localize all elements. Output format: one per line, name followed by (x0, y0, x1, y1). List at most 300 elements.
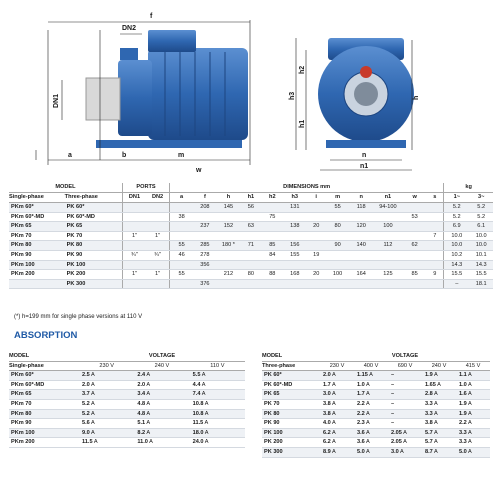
table-row (9, 222, 493, 232)
value-cell (403, 203, 427, 213)
current-value: 2.0 (82, 381, 90, 388)
current-cell (354, 399, 388, 409)
current-cell (320, 399, 354, 409)
current-value: 4.8 (137, 400, 146, 407)
value-cell (262, 222, 283, 232)
value-cell (349, 260, 373, 270)
current-value: 1.9 (459, 410, 467, 417)
current-unit: A (366, 410, 370, 417)
model-cell: PKm 60* (9, 371, 79, 381)
value-cell: 20 (307, 222, 326, 232)
current-value: 3.6 (357, 439, 365, 446)
current-unit: A (434, 372, 438, 379)
value-cell (373, 260, 403, 270)
model-cell: PK 80 (65, 241, 123, 251)
value-cell (326, 260, 350, 270)
model-cell: PK 300 (262, 447, 320, 457)
dim-label-m: m (178, 152, 185, 159)
current-cell (320, 371, 354, 381)
header-kg: kg (444, 183, 493, 193)
current-unit: A (366, 429, 370, 436)
model-cell: PK 60* (65, 203, 123, 213)
model-cell: PKm 90 (9, 250, 65, 260)
value-cell: 156 (283, 241, 307, 251)
value-cell (217, 279, 241, 289)
current-unit: A (332, 429, 336, 436)
current-cell (190, 399, 245, 409)
current-value: 18.0 (192, 429, 204, 436)
value-cell: 63 (240, 222, 261, 232)
current-value: 5.0 (459, 448, 467, 455)
current-value: – (391, 372, 395, 379)
current-value: 4.8 (137, 410, 146, 417)
value-cell: 138 (283, 222, 307, 232)
current-value: 1.0 (459, 381, 467, 388)
current-value: 5.0 (357, 448, 365, 455)
value-cell: 285 (193, 241, 217, 251)
current-cell (422, 371, 456, 381)
current-cell (79, 428, 134, 438)
current-cell (422, 390, 456, 400)
model-cell: PK 60*-MD (65, 212, 123, 222)
current-cell (190, 409, 245, 419)
current-unit: A (366, 391, 370, 398)
table-row (262, 399, 490, 409)
model-cell: PK 70 (262, 399, 320, 409)
value-cell (403, 260, 427, 270)
model-cell: PKm 70 (9, 399, 79, 409)
value-cell: 85 (403, 270, 427, 280)
value-cell (122, 212, 146, 222)
current-unit: A (468, 429, 472, 436)
value-cell (373, 250, 403, 260)
current-unit: A (332, 439, 336, 446)
value-cell (217, 231, 241, 241)
value-cell: 208 (193, 203, 217, 213)
current-unit: A (403, 439, 407, 446)
table-row (9, 390, 245, 400)
current-cell (354, 419, 388, 429)
absorption-title: ABSORPTION (14, 330, 78, 341)
value-cell: 125 (373, 270, 403, 280)
current-value: 11.5 (192, 420, 204, 427)
current-value: 11.5 (82, 439, 93, 446)
value-cell (349, 212, 373, 222)
value-cell (122, 241, 146, 251)
current-unit: A (332, 391, 336, 398)
current-unit: A (332, 420, 336, 427)
current-unit: A (91, 429, 95, 436)
value-cell (146, 241, 170, 251)
table-row (9, 380, 245, 390)
current-value: 1.0 (357, 381, 365, 388)
value-cell (426, 222, 443, 232)
current-cell (456, 390, 490, 400)
header-dimensions: DIMENSIONS mm (170, 183, 444, 193)
absorption-single-phase-table: MODEL VOLTAGE Single-phase 230 V 240 V 110 V PKm 60* 2.5 A 2.4 A 5.5 A PKm 60*-MD 2.0 A 2.0 A 4.4 A PKm 65 3.7 A 3.4 A 7.4 A PKm 70 5.2 A 4.8 A 10.8 A PKm 80 5.2 A 4.8 A 10.8 A PKm 90 5.6 A 5.1 A 11.5 A PKm 100 9.0 A 8.2 A 18.0 A PKm 200 11.5 A 11.0 A 24.0 A (9, 352, 245, 448)
current-value: 1.15 (357, 372, 368, 379)
value-cell (283, 260, 307, 270)
value-cell (146, 279, 170, 289)
table-row (262, 390, 490, 400)
value-cell: 88 (262, 270, 283, 280)
current-cell (134, 390, 189, 400)
current-unit: A (146, 410, 151, 417)
table-row (9, 279, 493, 289)
model-cell: PK 90 (65, 250, 123, 260)
value-cell: 46 (170, 250, 194, 260)
table-row (262, 371, 490, 381)
dim-label-h2: h2 (299, 65, 306, 74)
value-cell (217, 250, 241, 260)
value-cell (403, 279, 427, 289)
current-value: 10.8 (192, 400, 204, 407)
current-unit: A (434, 448, 438, 455)
model-cell: PK 60* (262, 371, 320, 381)
model-cell: PKm 70 (9, 231, 65, 241)
current-cell (456, 399, 490, 409)
current-value: – (391, 391, 395, 398)
value-cell: 94-100 (373, 203, 403, 213)
current-value: 2.2 (459, 420, 467, 427)
table-row (9, 212, 493, 222)
current-value: 2.2 (357, 410, 365, 417)
table-row (9, 409, 245, 419)
current-unit: A (204, 410, 209, 417)
current-unit: A (332, 448, 336, 455)
current-cell (320, 447, 354, 457)
current-unit: A (91, 400, 95, 407)
current-unit: A (332, 400, 336, 407)
current-value: 2.05 (391, 429, 402, 436)
value-cell: 14.3 (444, 260, 470, 270)
abs2-voltage-header: VOLTAGE (320, 352, 490, 361)
footnote: (*) h=199 mm for single phase versions at 110 V (14, 314, 143, 320)
current-value: 1.7 (323, 381, 331, 388)
model-cell: PKm 60* (9, 203, 65, 213)
table-row (262, 428, 490, 438)
value-cell: 1" (146, 231, 170, 241)
current-cell (422, 380, 456, 390)
value-cell: 131 (283, 203, 307, 213)
table-row (9, 241, 493, 251)
value-cell: 55 (326, 203, 350, 213)
value-cell (146, 222, 170, 232)
value-cell (146, 203, 170, 213)
value-cell: 278 (193, 250, 217, 260)
current-unit: A (204, 420, 209, 427)
current-value: – (391, 410, 395, 417)
absorption-three-phase-table: MODEL VOLTAGE Three-phase 230 V 400 V 690 V 240 V 415 V PK 60* 2.0 A 1.15 A – 1.9 A 1.1 A PK 60*-MD 1.7 A 1.0 A – 1.65 A 1.0 A PK 65 3.0 A 1.7 A – 2.8 A 1.6 A PK 70 3.8 A 2.2 A – 3.3 A 1.9 A PK 80 3.8 A 2.2 A – 3.3 A 1.9 A PK 90 4.0 A 2.3 A – 3.8 A 2.2 A PK 100 6.2 A 3.6 A 2.05 A 5.7 A 3.3 A PK 200 6.2 A 3.6 A 2.05 A 5.7 A 3.3 A PK 300 8.9 A 5.0 A 3.0 A 8.7 A 5.0 A (262, 352, 490, 458)
current-value: 2.2 (357, 400, 365, 407)
dimensions-table (9, 183, 493, 289)
model-cell: PKm 80 (9, 409, 79, 419)
value-cell: 14.3 (469, 260, 493, 270)
current-cell (388, 371, 422, 381)
value-cell: 237 (193, 222, 217, 232)
value-cell: 180 * (217, 241, 241, 251)
current-cell (388, 438, 422, 448)
current-unit: A (91, 381, 95, 388)
current-cell (190, 419, 245, 429)
value-cell (283, 231, 307, 241)
current-cell (422, 428, 456, 438)
current-unit: A (93, 439, 98, 446)
abs1-voltage-header: VOLTAGE (79, 352, 245, 361)
value-cell: 118 (349, 203, 373, 213)
value-cell (193, 270, 217, 280)
current-unit: A (91, 420, 95, 427)
current-unit: A (434, 439, 438, 446)
value-cell: – (444, 279, 470, 289)
value-cell (403, 231, 427, 241)
current-cell (190, 390, 245, 400)
value-cell: 80 (326, 222, 350, 232)
current-unit: A (146, 400, 151, 407)
current-value: 2.0 (323, 372, 331, 379)
table-row (9, 438, 245, 448)
current-unit: A (468, 381, 472, 388)
current-value: 8.7 (425, 448, 433, 455)
value-cell (170, 203, 194, 213)
value-cell (170, 231, 194, 241)
model-cell: PKm 100 (9, 260, 65, 270)
current-cell (79, 419, 134, 429)
current-cell (354, 390, 388, 400)
value-cell (122, 260, 146, 270)
dim-label-b: b (122, 152, 127, 159)
current-value: 4.0 (323, 420, 331, 427)
current-value: 8.9 (323, 448, 331, 455)
table-row (262, 409, 490, 419)
current-value: 9.0 (82, 429, 90, 436)
current-value: 3.6 (357, 429, 365, 436)
value-cell (349, 231, 373, 241)
current-unit: A (332, 372, 336, 379)
value-cell: 7 (426, 231, 443, 241)
current-unit: A (201, 372, 206, 379)
table-row (262, 380, 490, 390)
current-unit: A (204, 429, 209, 436)
value-cell (122, 279, 146, 289)
current-unit: A (400, 448, 404, 455)
current-unit: A (468, 391, 472, 398)
model-cell: PK 65 (65, 222, 123, 232)
current-unit: A (91, 410, 95, 417)
current-unit: A (468, 400, 472, 407)
value-cell (262, 203, 283, 213)
current-value: 5.6 (82, 420, 90, 427)
value-cell (426, 250, 443, 260)
current-value: 3.3 (425, 400, 433, 407)
current-cell (354, 380, 388, 390)
pump-dimension-drawing (0, 0, 500, 182)
current-unit: A (204, 439, 209, 446)
current-cell (456, 438, 490, 448)
current-unit: A (146, 420, 151, 427)
current-cell (134, 428, 189, 438)
current-unit: A (468, 439, 472, 446)
current-value: 2.3 (357, 420, 365, 427)
current-unit: A (91, 391, 95, 398)
current-value: 2.4 (137, 372, 146, 379)
current-unit: A (468, 372, 472, 379)
value-cell (170, 260, 194, 270)
current-unit: A (366, 400, 370, 407)
value-cell (146, 212, 170, 222)
value-cell: 140 (349, 241, 373, 251)
current-value: 5.7 (425, 429, 433, 436)
current-cell (134, 409, 189, 419)
current-unit: A (434, 400, 438, 407)
current-cell (354, 428, 388, 438)
value-cell: 145 (217, 203, 241, 213)
current-cell (422, 409, 456, 419)
value-cell: 18.1 (469, 279, 493, 289)
value-cell (262, 260, 283, 270)
value-cell (283, 212, 307, 222)
current-unit: A (332, 381, 336, 388)
value-cell: 62 (403, 241, 427, 251)
dim-label-w: w (196, 167, 202, 174)
abs1-type-header: Single-phase (9, 361, 79, 371)
current-value: 3.4 (137, 391, 146, 398)
current-value: 2.8 (425, 391, 433, 398)
current-value: 5.7 (425, 439, 433, 446)
table-row (9, 419, 245, 429)
value-cell: 55 (170, 241, 194, 251)
model-cell: PK 80 (262, 409, 320, 419)
current-cell (134, 419, 189, 429)
value-cell: 10.0 (469, 231, 493, 241)
current-value: 1.1 (459, 372, 467, 379)
current-cell (320, 380, 354, 390)
current-cell (456, 409, 490, 419)
value-cell: 10.2 (444, 250, 470, 260)
current-cell (134, 380, 189, 390)
current-cell (190, 438, 245, 448)
value-cell (403, 250, 427, 260)
current-value: 8.2 (137, 429, 146, 436)
value-cell (307, 231, 326, 241)
value-cell (122, 203, 146, 213)
current-value: 3.8 (323, 400, 331, 407)
current-unit: A (434, 391, 438, 398)
value-cell: 152 (217, 222, 241, 232)
current-unit: A (434, 420, 438, 427)
current-value: 7.4 (192, 391, 201, 398)
table-row (262, 447, 490, 457)
value-cell (283, 279, 307, 289)
current-unit: A (468, 420, 472, 427)
model-cell: PK 200 (65, 270, 123, 280)
header-ports: PORTS (122, 183, 169, 193)
value-cell: 15.5 (469, 270, 493, 280)
current-cell (422, 447, 456, 457)
model-cell: PKm 80 (9, 241, 65, 251)
current-unit: A (91, 372, 95, 379)
dim-label-dn2: DN2 (122, 25, 137, 32)
current-value: 6.2 (323, 439, 331, 446)
current-value: 3.0 (391, 448, 399, 455)
value-cell (170, 279, 194, 289)
current-cell (354, 409, 388, 419)
current-value: 5.5 (192, 372, 201, 379)
value-cell (349, 279, 373, 289)
value-cell (240, 231, 261, 241)
current-unit: A (366, 439, 370, 446)
value-cell (262, 279, 283, 289)
model-cell: PK 70 (65, 231, 123, 241)
value-cell: 10.0 (469, 241, 493, 251)
value-cell (326, 250, 350, 260)
value-cell: 10.0 (444, 231, 470, 241)
current-value: 10.8 (192, 410, 204, 417)
value-cell: 56 (240, 203, 261, 213)
model-cell: PKm 200 (9, 438, 79, 448)
current-unit: A (146, 381, 151, 388)
value-cell: 9 (426, 270, 443, 280)
value-cell (307, 212, 326, 222)
current-cell (456, 371, 490, 381)
model-cell: PK 300 (65, 279, 123, 289)
current-unit: A (434, 429, 438, 436)
current-cell (422, 438, 456, 448)
current-cell (388, 447, 422, 457)
value-cell: 112 (373, 241, 403, 251)
current-cell (79, 438, 134, 448)
current-unit: A (332, 410, 336, 417)
current-value: 5.2 (82, 400, 90, 407)
table-row (9, 270, 493, 280)
value-cell: 164 (349, 270, 373, 280)
current-cell (354, 371, 388, 381)
table-row (9, 250, 493, 260)
current-value: 24.0 (192, 439, 204, 446)
model-cell: PK 90 (262, 419, 320, 429)
current-cell (320, 438, 354, 448)
current-value: 3.3 (459, 439, 467, 446)
current-value: 1.9 (425, 372, 433, 379)
value-cell (193, 212, 217, 222)
value-cell: ¾" (122, 250, 146, 260)
value-cell: 356 (193, 260, 217, 270)
current-cell (388, 380, 422, 390)
current-cell (354, 438, 388, 448)
value-cell: 84 (262, 250, 283, 260)
value-cell (193, 231, 217, 241)
current-value: 2.5 (82, 372, 90, 379)
dim-label-h1: h1 (299, 119, 306, 128)
current-value: 6.2 (323, 429, 331, 436)
value-cell (146, 260, 170, 270)
abs2-type-header: Three-phase (262, 361, 320, 371)
dim-label-dn1: DN1 (53, 93, 60, 108)
current-unit: A (468, 448, 472, 455)
value-cell: 80 (240, 270, 261, 280)
value-cell (217, 212, 241, 222)
value-cell (240, 279, 261, 289)
value-cell: 5.2 (469, 203, 493, 213)
current-cell (388, 409, 422, 419)
value-cell: 5.2 (444, 212, 470, 222)
table-row (9, 428, 245, 438)
value-cell (307, 203, 326, 213)
current-cell (320, 419, 354, 429)
model-cell: PKm 200 (9, 270, 65, 280)
current-cell (456, 428, 490, 438)
model-cell: PK 65 (262, 390, 320, 400)
